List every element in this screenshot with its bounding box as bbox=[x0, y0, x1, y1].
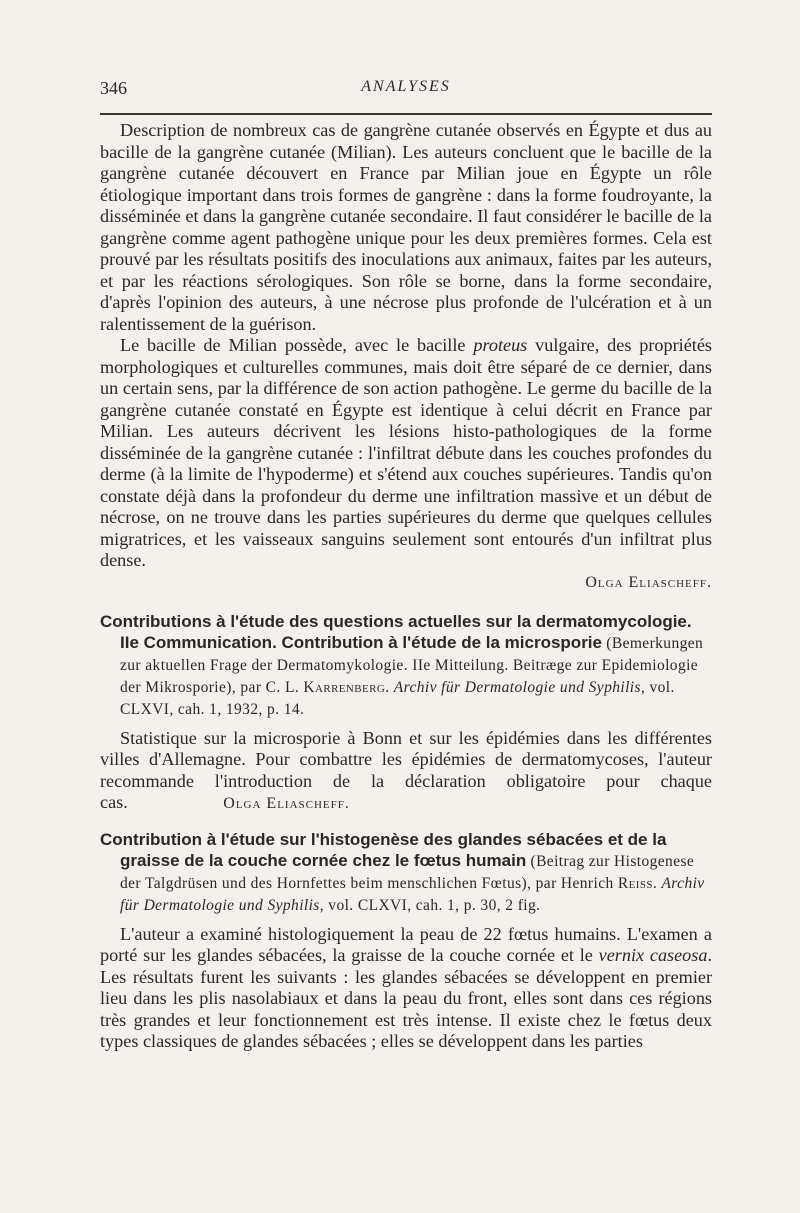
page-number: 346 bbox=[100, 78, 127, 98]
header-rule bbox=[100, 113, 712, 115]
article3-author: Reiss bbox=[617, 874, 653, 892]
article2-meta-c: , vol. CLXVI, cah. 1, 1932, p. 14. bbox=[120, 678, 675, 718]
article1-p2-text-b: vulgaire, des propriétés morphologiques et culturelles communes, mais doit être séparé de ce dernier, dans un certain sens, par la différence de son action pathogène. Le germe du bacille de la gangrène cutanée constaté en Égypte est identique à celui décrit en France par Milian. Les auteurs décrivent les lésions histo-pathologiques de la forme disséminée de la gangrène cutanée : l'infiltrat débute dans les couches profondes du derme (à la limite de l'hypoderme) et s'étend aux couches supérieures. Tandis qu'on constate déjà dans la profondeur du derme une infiltration massive et un début de nécrose, on ne trouve dans les parties supérieures du derme que quelques cellules migratrices, et les vaisseaux sanguins seulement sont entourés d'un infiltrat plus dense. bbox=[100, 335, 712, 570]
spacer bbox=[100, 815, 712, 829]
article2-text-body: Statistique sur la microsporie à Bonn et sur les épidémies dans les différentes villes d'Allemagne. Pour combattre les épidémies de dermatomycoses, l'auteur recommande l'introduction de la déclaration obligatoire pour chaque cas. bbox=[100, 727, 712, 812]
article2-author: Karrenberg bbox=[303, 678, 386, 696]
article1-paragraph-1: Description de nombreux cas de gangrène cutanée observés en Égypte et dus au bacille de la gangrène cutanée (Milian). Les auteurs concluent que le bacille de la gangrène cutanée découvert en France par Milian joue en Égypte un rôle étiologique important dans trois formes de gangrène : dans la forme foudroyante, la disséminée et dans la gangrène cutanée secondaire. Il faut considérer le bacille de la gangrène comme agent pathogène unique pour les deux premières formes. Cela est prouvé par les résultats positifs des inoculations aux animaux, faites par les auteurs, et par les réactions sérologiques. Son rôle se borne, dans la forme secondaire, d'après l'opinion des auteurs, à une nécrose plus profonde de l'ulcération et à un ralentissement de la guérison. bbox=[100, 120, 712, 334]
article3-text-italic: vernix caseosa bbox=[598, 945, 708, 965]
article2-meta-b: . bbox=[385, 678, 394, 696]
article3-title: Contribution à l'étude sur l'histogenèse des glandes sébacées et de la graisse de la couche cornée chez le fœtus humain bbox=[100, 829, 667, 870]
article3-journal: Archiv für Dermatologie und Syphilis bbox=[120, 874, 705, 914]
spacer bbox=[100, 720, 712, 728]
spacer bbox=[100, 593, 712, 611]
article1-paragraph-2 bbox=[100, 335, 712, 572]
article2-title: Contributions à l'étude des questions actuelles sur la dermatomycologie. IIe Communication. Contribution à l'étude de la microsporie bbox=[100, 611, 692, 652]
article2-text bbox=[100, 728, 712, 815]
page-body bbox=[100, 120, 712, 1053]
article1-p2-italic: proteus bbox=[473, 335, 528, 355]
article3-text-a: L'auteur a examiné histologiquement la peau de 22 fœtus humains. L'examen a porté sur les glandes sébacées, la graisse de la couche cornée et le bbox=[100, 923, 712, 965]
article2-meta-a: (Bemerkungen zur aktuellen Frage der Dermatomykologie. IIe Mitteilung. Beitræge zur Epidemiologie der Mikrosporie), par C. L. bbox=[120, 634, 704, 696]
article1-p2-text-a: Le bacille de Milian possède, avec le bacille bbox=[120, 335, 474, 355]
article3-heading bbox=[100, 829, 712, 916]
article3-text-b: . Les résultats furent les suivants : les glandes sébacées se développent en premier lieu dans les plis nasolabiaux et dans la peau du front, elles sont dans ces régions très grandes et leur fonctionnement est très intense. Il existe chez le fœtus deux types classiques de glandes sébacées ; elles se développent dans les parties bbox=[100, 945, 712, 1051]
article3-meta-a: (Beitrag zur Histogenese der Talgdrüsen und des Hornfettes beim menschlichen Fœtus), par Henrich bbox=[120, 852, 695, 892]
article2-signature: Olga Eliascheff. bbox=[223, 795, 350, 812]
article1-signature: Olga Eliascheff. bbox=[585, 573, 712, 591]
article2-journal: Archiv für Dermatologie und Syphilis bbox=[393, 678, 641, 696]
article3-meta-c: , vol. CLXVI, cah. 1, p. 30, 2 fig. bbox=[319, 896, 541, 914]
spacer bbox=[100, 916, 712, 924]
page-header bbox=[100, 78, 712, 102]
article3-text bbox=[100, 924, 712, 1053]
article3-meta-b: . bbox=[652, 874, 662, 892]
running-title: ANALYSES bbox=[361, 78, 451, 95]
article2-heading bbox=[100, 611, 712, 720]
